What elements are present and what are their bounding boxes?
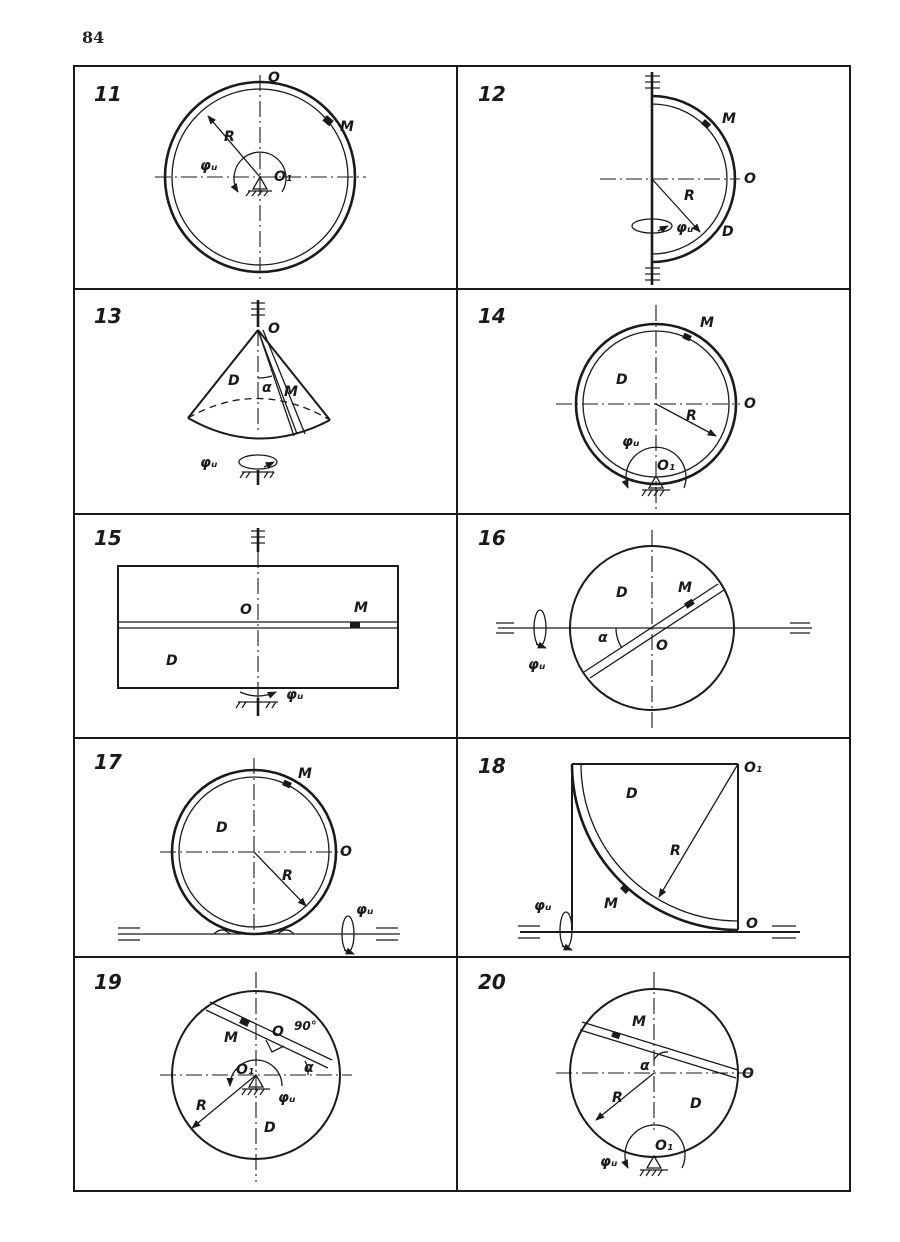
label-o: O [268, 321, 280, 337]
figure-number: 13 [94, 304, 122, 328]
label-m: M [284, 384, 298, 400]
label-d: D [264, 1120, 276, 1136]
figure-13 [94, 300, 330, 485]
figure-number: 20 [478, 970, 506, 994]
label-r: R [224, 129, 235, 145]
figure-18 [478, 754, 800, 950]
label-angle: 90° [294, 1019, 317, 1033]
label-o: O [744, 171, 756, 187]
label-o: O [240, 602, 252, 618]
label-r: R [612, 1090, 623, 1106]
label-alpha: α [304, 1060, 314, 1076]
label-phi: φᵤ [528, 657, 546, 673]
label-r: R [686, 408, 697, 424]
label-d: D [626, 786, 638, 802]
label-r: R [282, 868, 293, 884]
page-number: 84 [82, 28, 105, 47]
label-m: M [700, 315, 714, 331]
figure-number: 19 [94, 970, 122, 994]
label-phi: φᵤ [600, 1154, 618, 1170]
label-m: M [632, 1014, 646, 1030]
label-phi: φᵤ [356, 902, 374, 918]
label-m: M [678, 580, 692, 596]
label-o: O [268, 70, 280, 86]
label-d: D [228, 373, 240, 389]
label-o: O [656, 638, 668, 654]
label-o1: O₁ [657, 458, 676, 474]
figure-number: 14 [478, 304, 506, 328]
label-phi: φᵤ [278, 1090, 296, 1106]
figure-12 [478, 72, 756, 285]
figure-number: 15 [94, 526, 122, 550]
label-o: O [272, 1024, 284, 1040]
label-o1: O₁ [274, 169, 293, 185]
figure-number: 17 [94, 750, 122, 774]
point-m-marker [611, 1031, 620, 1039]
figure-15 [94, 526, 398, 716]
label-d: D [166, 653, 178, 669]
label-m: M [224, 1030, 238, 1046]
label-d: D [690, 1096, 702, 1112]
label-o: O [742, 1066, 754, 1082]
label-r: R [196, 1098, 207, 1114]
figure-14 [478, 304, 756, 510]
label-d: D [616, 372, 628, 388]
label-r: R [670, 843, 681, 859]
label-m: M [298, 766, 312, 782]
label-o: O [340, 844, 352, 860]
label-alpha: α [598, 630, 608, 646]
figure-number: 12 [478, 82, 506, 106]
point-m-marker [350, 622, 360, 628]
figure-number: 11 [94, 82, 122, 106]
label-d: D [722, 224, 734, 240]
label-o1: O₁ [744, 760, 763, 776]
label-phi: φᵤ [622, 434, 640, 450]
label-o: O [746, 916, 758, 932]
point-m-marker [620, 884, 630, 894]
label-m: M [354, 600, 368, 616]
figure-20 [478, 970, 754, 1176]
label-phi: φᵤ [286, 687, 304, 703]
label-phi: φᵤ [200, 455, 218, 471]
label-phi: φᵤ [534, 898, 552, 914]
label-d: D [216, 820, 228, 836]
label-o: O [744, 396, 756, 412]
label-o1: O₁ [236, 1062, 255, 1078]
label-r: R [684, 188, 695, 204]
label-d: D [616, 585, 628, 601]
label-m: M [340, 119, 354, 135]
figure-16 [478, 526, 812, 730]
label-m: M [722, 111, 736, 127]
label-o1: O₁ [655, 1138, 674, 1154]
figure-number: 16 [478, 526, 506, 550]
point-m-marker [239, 1018, 250, 1027]
label-phi: φᵤ [676, 220, 694, 236]
label-alpha: α [262, 380, 272, 396]
figure-11 [94, 70, 366, 282]
figure-19 [94, 970, 352, 1182]
label-m: M [604, 896, 618, 912]
label-alpha: α [640, 1058, 650, 1074]
figure-number: 18 [478, 754, 506, 778]
label-phi: φᵤ [200, 158, 218, 174]
figure-17 [94, 750, 400, 954]
